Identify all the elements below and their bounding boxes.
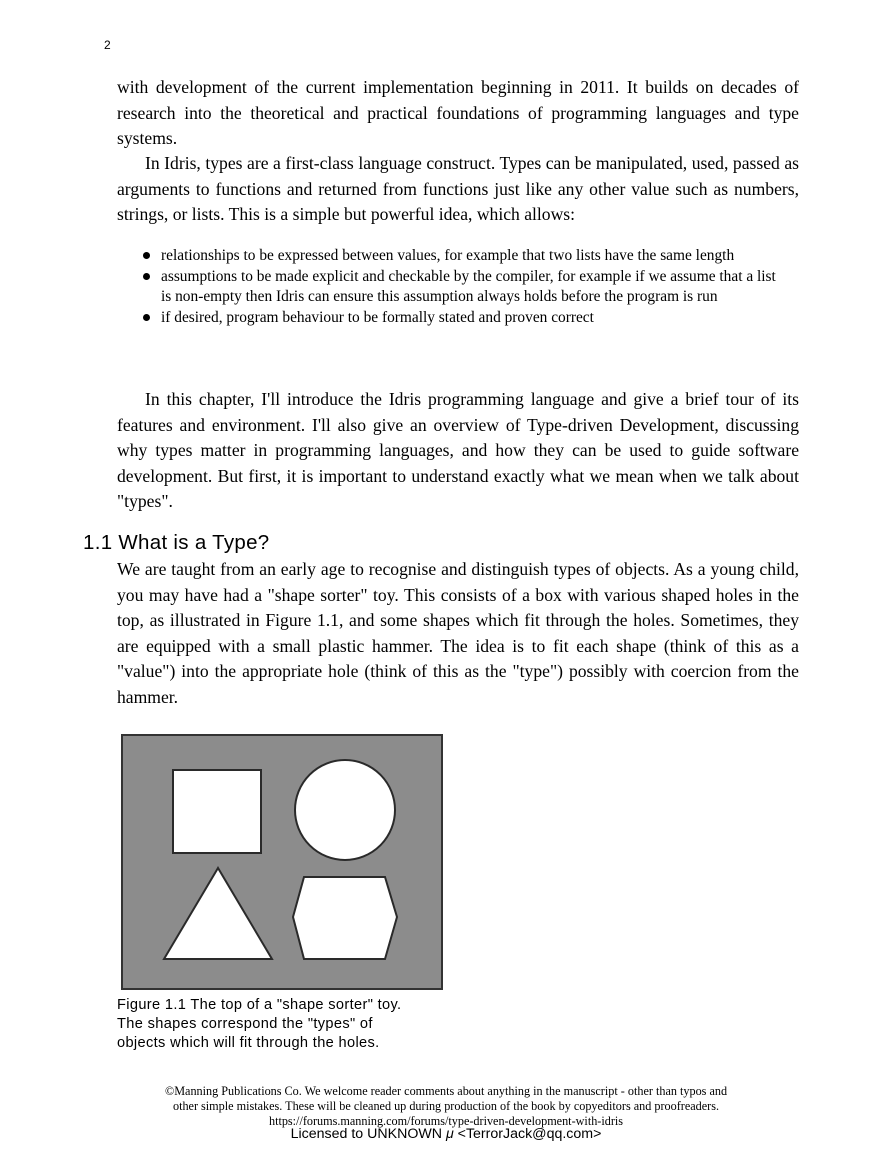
list-item-text: if desired, program behaviour to be formally stated and proven correct [161, 308, 594, 326]
shape-sorter-figure [121, 734, 443, 990]
license-watermark [120, 1126, 772, 1142]
chapter-overview-paragraph: In this chapter, I'll introduce the Idris programming language and give a brief tour of its features and environment. I'll also give an overview of Type-driven Development, discussing why types matter in programming languages, and how they can be used to guide software development. But first, it is important to understand exactly what we mean when we talk about "types". [117, 389, 799, 511]
footer-url[interactable]: https://forums.manning.com/forums/type-driven-development-with-idris [268, 1114, 624, 1128]
page-number: 2 [104, 38, 111, 52]
intro-paragraph: with development of the current implementation beginning in 2011. It builds on decades of research into the theoretical and practical foundations of programming languages and type systems. [117, 77, 799, 148]
figure-caption-line: The shapes correspond the "types" of [117, 1016, 373, 1032]
section-heading: 1.1 What is a Type? [83, 531, 270, 554]
footer-notice-line: ©Manning Publications Co. We welcome reader comments about anything in the manuscript - other than typos and [164, 1084, 728, 1098]
list-item [117, 246, 787, 267]
bullet-icon [143, 273, 150, 280]
figure-caption-line: objects which will fit through the holes. [117, 1035, 380, 1051]
footer-notice-line: other simple mistakes. These will be cleaned up during production of the book by copyeditors and proofreaders. [172, 1099, 720, 1113]
bullet-list [117, 246, 787, 328]
bullet-icon [143, 252, 150, 259]
shape-sorter-illustration [121, 734, 443, 990]
figure-caption-line: Figure 1.1 The top of a "shape sorter" toy. [117, 997, 402, 1013]
square-hole [173, 770, 261, 853]
circle-hole [295, 760, 395, 860]
list-item [117, 308, 787, 329]
footer-notice [120, 1084, 772, 1129]
list-item-text: relationships to be expressed between values, for example that two lists have the same length [161, 247, 735, 264]
license-prefix: Licensed to UNKNOWN [290, 1126, 446, 1142]
idris-types-paragraph: In Idris, types are a first-class language construct. Types can be manipulated, used, passed as arguments to functions and returned from functions just like any other value such as numbers, strings, or lists. This is a simple but powerful idea, which allows: [117, 153, 799, 224]
bullet-icon [143, 314, 150, 321]
license-suffix: <TerrorJack@qq.com> [453, 1126, 602, 1142]
list-item [117, 267, 787, 308]
license-mu: μ [445, 1126, 454, 1142]
figure-caption [117, 996, 447, 1053]
what-is-type-paragraph: We are taught from an early age to recognise and distinguish types of objects. As a young child, you may have had a "shape sorter" toy. This consists of a box with various shaped holes in the top, as illustrated in Figure 1.1, and some shapes which fit through the holes. Sometimes, they are equipped with a small plastic hammer. The idea is to fit each shape (think of this as a "value") into the appropriate hole (think of this as the "type") possibly with coercion from the hammer. [117, 559, 799, 707]
list-item-text: assumptions to be made explicit and checkable by the compiler, for example if we assume that a list is non-empty then Idris can ensure this assumption always holds before the program is run [161, 267, 776, 305]
hexagon-hole [293, 877, 397, 959]
